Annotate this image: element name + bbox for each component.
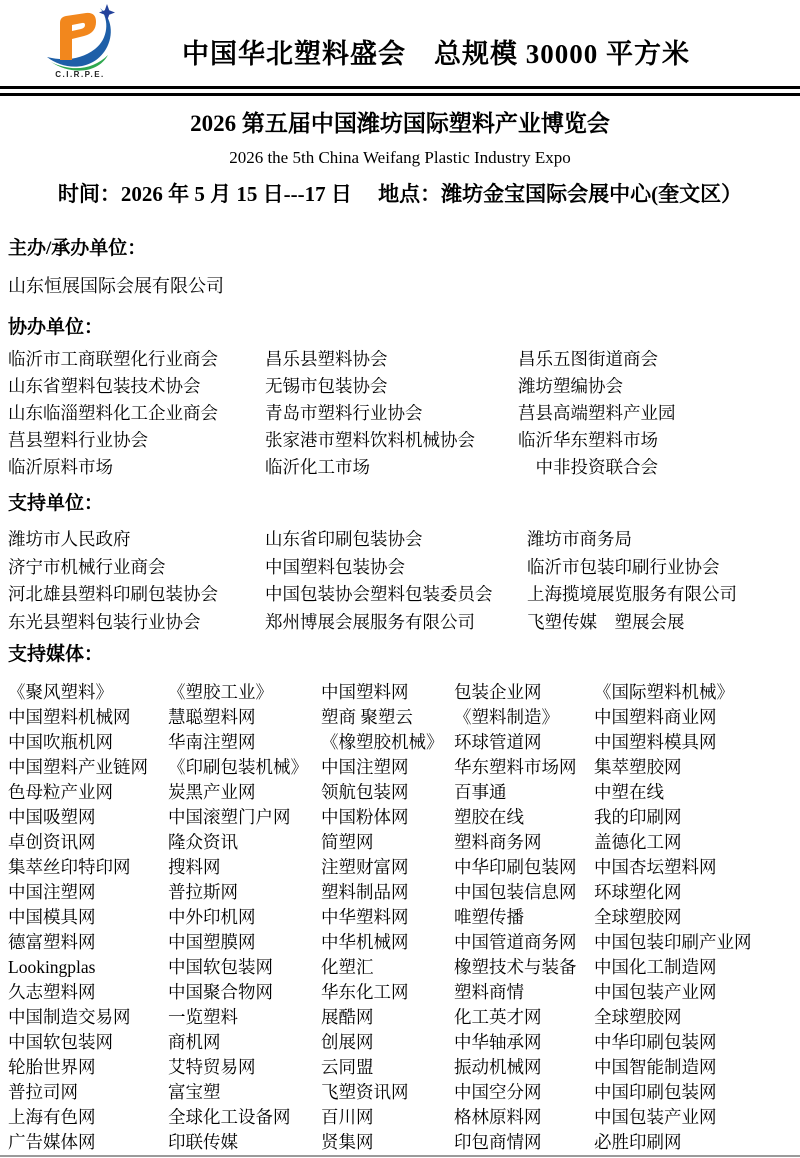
media-item: 艾特贸易网 — [168, 1056, 256, 1077]
expo-title: 2026 第五届中国潍坊国际塑料产业博览会 — [190, 111, 610, 137]
media-item: 中国塑料模具网 — [594, 731, 717, 752]
media-item: 中国制造交易网 — [8, 1006, 131, 1027]
co-organizer-item: 张家港市塑料饮料机械协会 — [265, 430, 475, 451]
supporter-item: 郑州博展会展服务有限公司 — [265, 611, 475, 632]
co-organizer-item: 山东省塑料包装技术协会 — [8, 376, 201, 397]
media-item: 中华塑料网 — [321, 906, 409, 927]
page-bottom-cutoff-line — [0, 1155, 800, 1157]
co-organizer-item: 无锡市包装协会 — [265, 376, 388, 397]
media-item: 中国塑膜网 — [168, 931, 256, 952]
media-item: 必胜印刷网 — [594, 1131, 682, 1152]
media-item: 中国注塑网 — [321, 756, 409, 777]
media-item: 《印刷包装机械》 — [168, 756, 308, 777]
supporter-item: 中国塑料包装协会 — [265, 556, 405, 577]
media-item: 华南注塑网 — [168, 731, 256, 752]
media-item: 化塑汇 — [321, 956, 374, 977]
media-item: 《塑胶工业》 — [168, 681, 273, 702]
media-item: 中国吹瓶机网 — [8, 731, 113, 752]
co-organizer-item: 临沂原料市场 — [8, 457, 113, 478]
media-item: 塑料商情 — [454, 981, 524, 1002]
media-item: 百事通 — [454, 781, 507, 802]
media-item: 中国注塑网 — [8, 881, 96, 902]
co-organizer-item: 潍坊塑编协会 — [518, 376, 623, 397]
media-item: 集萃塑胶网 — [594, 756, 682, 777]
media-item: 全球塑胶网 — [594, 906, 682, 927]
supporter-item: 潍坊市商务局 — [527, 529, 632, 550]
co-organizer-item: 昌乐县塑料协会 — [265, 349, 388, 370]
media-item: 中华机械网 — [321, 931, 409, 952]
co-organizer-item: 莒县高端塑料产业园 — [518, 403, 676, 424]
media-item: 中国化工制造网 — [594, 956, 717, 977]
expo-schedule-line: 时间：2026 年 5 月 15 日---17 日 地点：潍坊金宝国际会展中心(奎文区） — [57, 181, 743, 206]
media-item: 上海有色网 — [8, 1106, 96, 1127]
media-item: 云同盟 — [321, 1056, 374, 1077]
expo-title-english: 2026 the 5th China Weifang Plastic Industry Expo — [229, 148, 571, 168]
co-organizer-item: 临沂化工市场 — [265, 457, 370, 478]
co-organizer-item: 临沂市工商联塑化行业商会 — [8, 349, 218, 370]
media-item: 富宝塑 — [168, 1081, 221, 1102]
media-item: 贤集网 — [321, 1131, 374, 1152]
media-item: 中国印刷包装网 — [594, 1081, 717, 1102]
media-item: 展酷网 — [321, 1006, 374, 1027]
media-item: 集萃丝印特印网 — [8, 856, 131, 877]
media-item: 印联传媒 — [168, 1131, 238, 1152]
header-tagline: 中国华北塑料盛会 总规模 30000 平方米 — [182, 39, 690, 69]
media-item: 中国模具网 — [8, 906, 96, 927]
media-item: 中国软包装网 — [8, 1031, 113, 1052]
media-item: 中外印机网 — [168, 906, 256, 927]
media-item: 华东塑料市场网 — [454, 756, 577, 777]
media-item: 我的印刷网 — [594, 806, 682, 827]
media-item: 塑胶在线 — [454, 806, 524, 827]
media-item: 格林原料网 — [454, 1106, 542, 1127]
media-item: 中国聚合物网 — [168, 981, 273, 1002]
media-item: 中国杏坛塑料网 — [594, 856, 717, 877]
media-item: 注塑财富网 — [321, 856, 409, 877]
media-item: 一览塑料 — [168, 1006, 238, 1027]
supporter-item: 潍坊市人民政府 — [8, 529, 131, 550]
media-item: 中国智能制造网 — [594, 1056, 717, 1077]
media-item: 中塑在线 — [594, 781, 664, 802]
supporter-item: 东光县塑料包装行业协会 — [8, 611, 201, 632]
media-item: 色母粒产业网 — [8, 781, 113, 802]
media-item: 中国塑料网 — [321, 681, 409, 702]
co-organizers-grid — [0, 346, 800, 481]
cirpe-logo-icon — [35, 3, 125, 73]
media-item: 搜料网 — [168, 856, 221, 877]
supporter-item: 中国包装协会塑料包装委员会 — [265, 584, 493, 605]
cirpe-logo — [33, 3, 127, 79]
media-item: 领航包装网 — [321, 781, 409, 802]
media-item: 商机网 — [168, 1031, 221, 1052]
media-item: 百川网 — [321, 1106, 374, 1127]
media-item: 橡塑技术与装备 — [454, 956, 577, 977]
media-item: 卓创资讯网 — [8, 831, 96, 852]
media-item: 中国滚塑门户网 — [168, 806, 291, 827]
media-item: 化工英才网 — [454, 1006, 542, 1027]
media-item: 中华印刷包装网 — [454, 856, 577, 877]
media-item: 《国际塑料机械》 — [594, 681, 734, 702]
media-item: 中国软包装网 — [168, 956, 273, 977]
media-item: 轮胎世界网 — [8, 1056, 96, 1077]
double-rule-divider — [0, 86, 800, 96]
media-item: 中国包装产业网 — [594, 1106, 717, 1127]
media-item: 中华印刷包装网 — [594, 1031, 717, 1052]
organizer-item: 山东恒展国际会展有限公司 — [8, 275, 224, 296]
media-item: 包装企业网 — [454, 681, 542, 702]
supporter-item: 上海揽境展览服务有限公司 — [527, 584, 737, 605]
supporter-item: 山东省印刷包装协会 — [265, 529, 423, 550]
media-item: 《塑料制造》 — [454, 706, 559, 727]
co-organizer-item: 莒县塑料行业协会 — [8, 430, 148, 451]
logo-caption: C.I.R.P.E. — [55, 70, 105, 79]
supporter-item: 临沂市包装印刷行业协会 — [527, 556, 720, 577]
media-item: 中国吸塑网 — [8, 806, 96, 827]
supporter-item: 济宁市机械行业商会 — [8, 556, 166, 577]
co-organizers-heading: 协办单位： — [8, 316, 104, 338]
logo-sparkle-icon — [99, 4, 115, 21]
media-item: 塑料制品网 — [321, 881, 409, 902]
media-item: 中国包装信息网 — [454, 881, 577, 902]
co-organizer-item: 昌乐五图街道商会 — [518, 349, 658, 370]
co-organizer-item: 中非投资联合会 — [518, 457, 658, 478]
supporter-item: 河北雄县塑料印刷包装协会 — [8, 584, 218, 605]
co-organizer-item: 山东临淄塑料化工企业商会 — [8, 403, 218, 424]
media-item: 中国粉体网 — [321, 806, 409, 827]
media-item: 飞塑资讯网 — [321, 1081, 409, 1102]
media-item: 德富塑料网 — [8, 931, 96, 952]
organizer-heading: 主办/承办单位： — [8, 238, 147, 260]
media-item: 普拉斯网 — [168, 881, 238, 902]
media-item: 隆众资讯 — [168, 831, 238, 852]
media-item: Lookingplas — [8, 956, 96, 977]
supporters-heading: 支持单位： — [8, 493, 104, 515]
media-grid — [0, 680, 800, 1155]
media-item: 全球化工设备网 — [168, 1106, 291, 1127]
media-item: 中国包装产业网 — [594, 981, 717, 1002]
media-item: 盖德化工网 — [594, 831, 682, 852]
media-item: 印包商情网 — [454, 1131, 542, 1152]
media-item: 普拉司网 — [8, 1081, 78, 1102]
media-item: 中国空分网 — [454, 1081, 542, 1102]
media-item: 广告媒体网 — [8, 1131, 96, 1152]
media-item: 塑料商务网 — [454, 831, 542, 852]
media-item: 中国塑料产业链网 — [8, 756, 148, 777]
media-item: 环球管道网 — [454, 731, 542, 752]
media-item: 中国管道商务网 — [454, 931, 577, 952]
media-item: 久志塑料网 — [8, 981, 96, 1002]
media-item: 《聚风塑料》 — [8, 681, 113, 702]
media-item: 慧聪塑料网 — [168, 706, 256, 727]
media-item: 创展网 — [321, 1031, 374, 1052]
co-organizer-item: 青岛市塑料行业协会 — [265, 403, 423, 424]
media-item: 简塑网 — [321, 831, 374, 852]
media-item: 中华轴承网 — [454, 1031, 542, 1052]
co-organizer-item: 临沂华东塑料市场 — [518, 430, 658, 451]
media-item: 全球塑胶网 — [594, 1006, 682, 1027]
media-item: 中国塑料商业网 — [594, 706, 717, 727]
media-item: 环球塑化网 — [594, 881, 682, 902]
media-item: 唯塑传播 — [454, 906, 524, 927]
media-heading: 支持媒体： — [8, 644, 104, 666]
supporter-item: 飞塑传媒 塑展会展 — [527, 611, 685, 632]
media-item: 《橡塑胶机械》 — [321, 731, 444, 752]
media-item: 华东化工网 — [321, 981, 409, 1002]
media-item: 塑商 聚塑云 — [321, 706, 413, 727]
media-item: 中国包装印刷产业网 — [594, 931, 752, 952]
supporters-grid — [0, 526, 800, 636]
media-item: 振动机械网 — [454, 1056, 542, 1077]
media-item: 中国塑料机械网 — [8, 706, 131, 727]
media-item: 炭黑产业网 — [168, 781, 256, 802]
